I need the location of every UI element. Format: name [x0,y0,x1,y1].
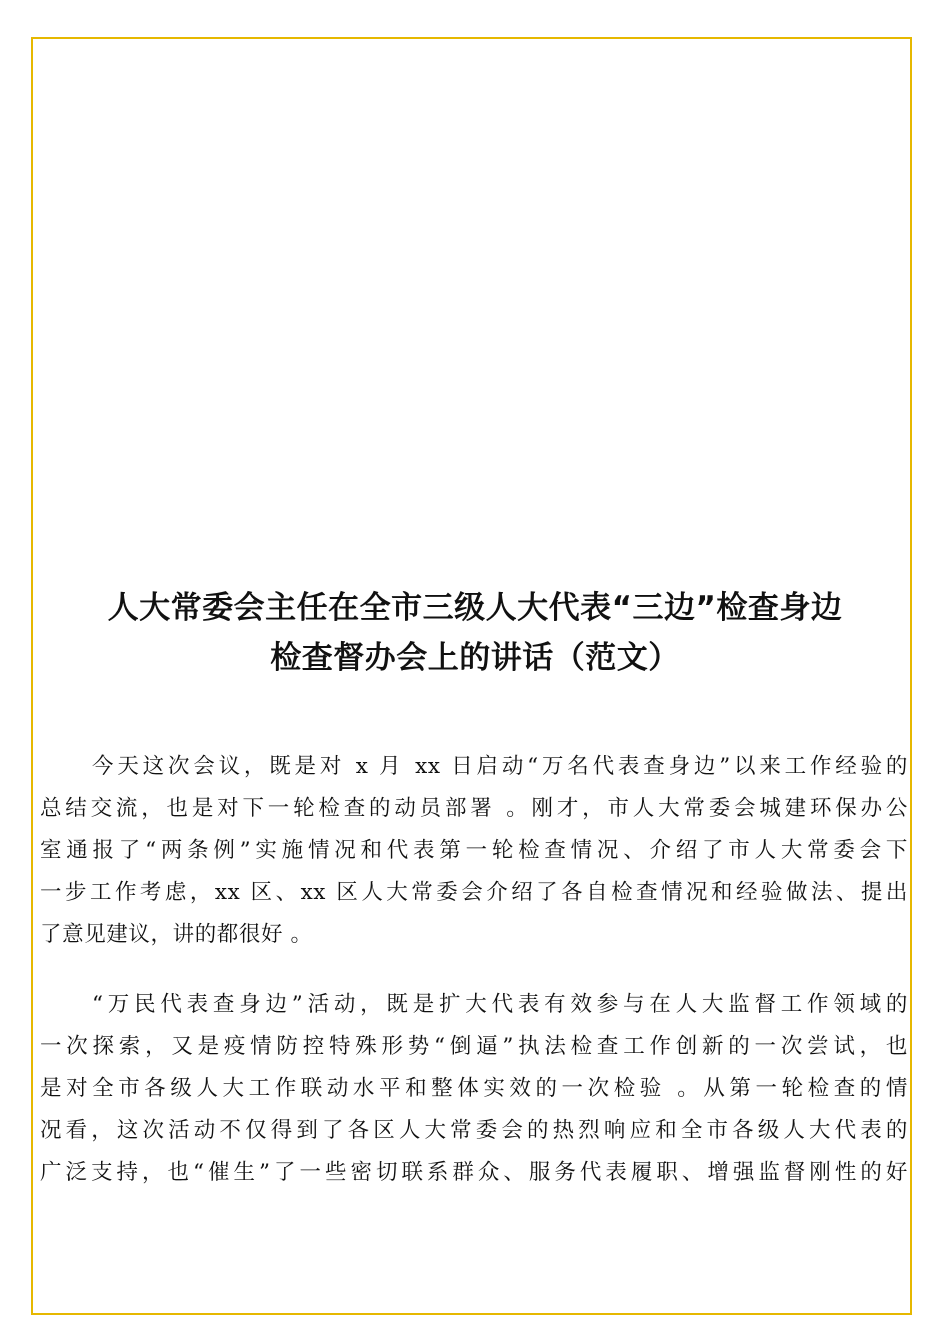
document-body [40,746,908,1222]
text-line: 今天这次会议，既是对 x 月 xx 日启动“万名代表查身边”以来工作经验的 [92,754,908,779]
text-line: 广泛支持，也“催生”了一些密切联系群众、服务代表履职、增强监督刚性的好 [40,1160,908,1185]
paragraph [40,984,908,1194]
text-line: 总结交流，也是对下一轮检查的动员部署 。刚才，市人大常委会城建环保办公 [40,796,908,821]
text-line: 是对全市各级人大工作联动水平和整体实效的一次检验 。从第一轮检查的情 [40,1076,908,1101]
text-line: 一步工作考虑，xx 区、xx 区人大常委会介绍了各自检查情况和经验做法、提出 [40,880,908,905]
title-line: 检查督办会上的讲话（范文） [270,640,680,676]
paragraph [40,746,908,956]
text-line: 一次探索，又是疫情防控特殊形势“倒逼”执法检查工作创新的一次尝试，也 [40,1034,908,1059]
text-line: 了意见建议，讲的都很好 。 [40,922,313,947]
text-line: “万民代表查身边”活动，既是扩大代表有效参与在人大监督工作领域的 [92,992,908,1017]
title-line: 人大常委会主任在全市三级人大代表“三边”检查身边 [107,590,843,626]
text-line: 况看，这次活动不仅得到了各区人大常委会的热烈响应和全市各级人大代表的 [40,1118,908,1143]
document-title [40,583,910,683]
text-line: 室通报了“两条例”实施情况和代表第一轮检查情况、介绍了市人大常委会下 [40,838,908,863]
